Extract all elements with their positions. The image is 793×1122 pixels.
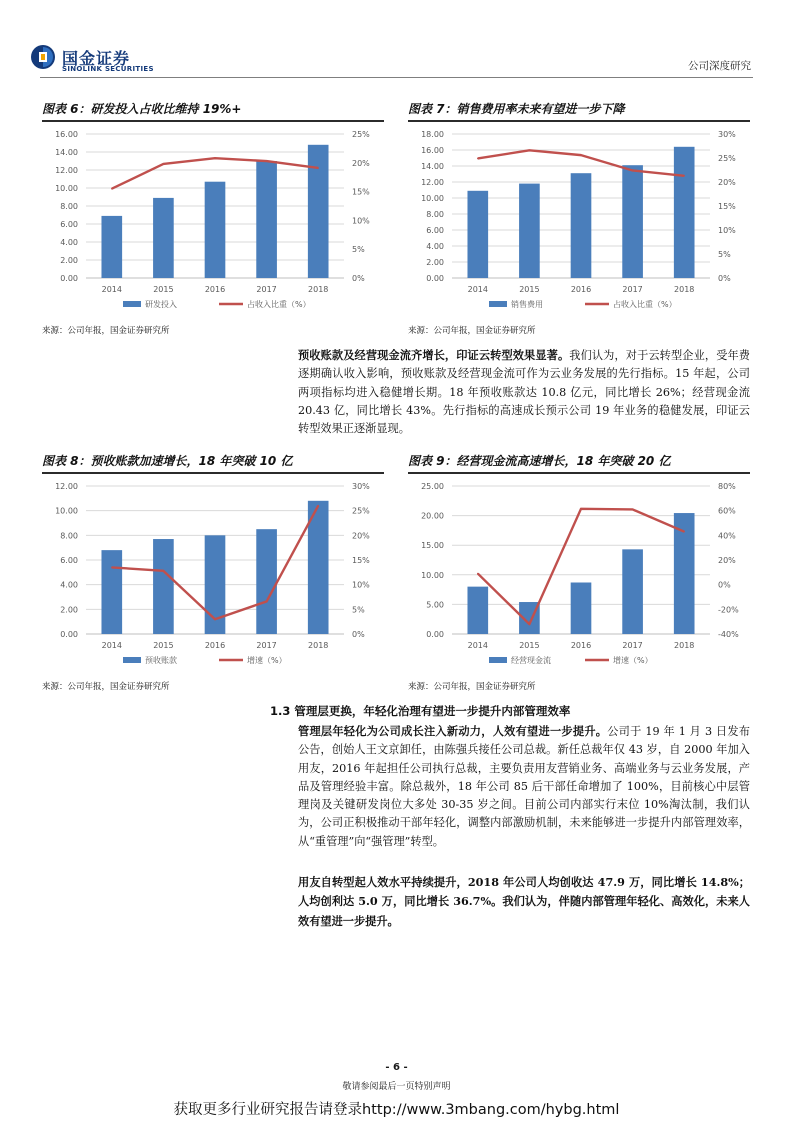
line-point-2015 xyxy=(529,623,531,625)
right-axis-tick-label: 0% xyxy=(718,274,731,283)
left-axis-tick-label: 6.00 xyxy=(60,556,78,565)
bar-2016 xyxy=(205,182,226,278)
left-axis-tick-label: 10.00 xyxy=(421,194,444,203)
legend-bar-label: 预收账款 xyxy=(145,656,177,665)
chart-title-fig8: 图表 8：预收账款加速增长，18 年突破 10 亿 xyxy=(42,454,293,468)
right-axis-tick-label: 60% xyxy=(718,506,736,516)
left-axis-tick-label: 14.00 xyxy=(55,148,78,157)
bar-2018 xyxy=(674,147,695,278)
chart-title-rule-fig9 xyxy=(408,472,750,474)
right-axis-tick-label: 10% xyxy=(718,226,736,235)
left-axis-tick-label: 0.00 xyxy=(60,630,78,639)
chart-title-fig6: 图表 6：研发投入占收比维持 19%+ xyxy=(42,102,242,116)
left-axis-tick-label: 10.00 xyxy=(55,184,78,193)
x-axis-tick-label: 2018 xyxy=(674,641,695,650)
line-point-2014 xyxy=(111,567,113,569)
bar-2017 xyxy=(256,161,277,278)
line-point-2015 xyxy=(163,570,165,572)
paragraph-management-body: 公司于 19 年 1 月 3 日发布公告，创始人王文京卸任，由陈强兵接任公司总裁。新任总裁年仅 43 岁，自 2000 年加入用友，2016 年起担任公司执行总裁，主要负责用友营销业务、高端业务与云业务发展，产品及管理经验丰富。除总裁外，18 年公司 85 后干部任命增加了 100%，目前核心中层管理岗及关键研发岗位大多处 30-35 岁之间。目前公司内部实行末位 10%淘汰制，我们认为，公司正积极推动干部年轻化，调整内部激励机制，未来能够进一步提升内部管理效率，从“重管理”向“强管理”转型。 xyxy=(298,725,750,848)
x-axis-tick-label: 2017 xyxy=(256,285,277,294)
legend-bar-swatch xyxy=(123,657,141,663)
bar-2018 xyxy=(308,145,329,278)
left-axis-tick-label: 14.00 xyxy=(421,162,444,171)
x-axis-tick-label: 2017 xyxy=(622,285,643,294)
right-axis-tick-label: 5% xyxy=(352,245,365,255)
left-axis-tick-label: 12.00 xyxy=(55,482,78,491)
bar-2017 xyxy=(256,529,277,634)
left-axis-tick-label: 10.00 xyxy=(421,570,444,580)
chart-title-fig9: 图表 9：经营现金流高速增长，18 年突破 20 亿 xyxy=(408,454,671,468)
line-point-2018 xyxy=(317,167,319,169)
line-point-2017 xyxy=(632,170,634,172)
left-axis-tick-label: 8.00 xyxy=(60,531,78,541)
left-axis-tick-label: 0.00 xyxy=(60,274,78,283)
left-axis-tick-label: 15.00 xyxy=(421,541,444,551)
chart-title-rule-fig8 xyxy=(42,472,384,474)
left-axis-tick-label: 4.00 xyxy=(60,580,78,590)
legend-line-label: 增速（%） xyxy=(613,656,653,665)
bar-2015 xyxy=(153,198,174,278)
x-axis-tick-label: 2018 xyxy=(308,641,329,650)
logo-en-name: SINOLINK SECURITIES xyxy=(62,65,154,73)
left-axis-tick-label: 6.00 xyxy=(426,226,444,235)
right-axis-tick-label: 10% xyxy=(352,580,370,590)
legend-line-label: 增速（%） xyxy=(247,656,287,665)
x-axis-tick-label: 2015 xyxy=(153,285,174,294)
line-point-2018 xyxy=(317,505,319,507)
bar-2014 xyxy=(101,216,122,278)
section-heading-1-3: 1.3 管理层更换，年轻化治理有望进一步提升内部管理效率 xyxy=(270,704,571,718)
right-axis-tick-label: 25% xyxy=(352,130,370,139)
left-axis-tick-label: 25.00 xyxy=(421,482,444,491)
left-axis-tick-label: 12.00 xyxy=(421,178,444,187)
bar-2014 xyxy=(467,587,488,634)
x-axis-tick-label: 2017 xyxy=(256,641,277,650)
paragraph-management xyxy=(298,722,750,851)
chart-fig9 xyxy=(408,476,750,672)
page-header xyxy=(0,0,793,84)
chart-title-fig7: 图表 7：销售费用率未来有望进一步下降 xyxy=(408,102,625,116)
bar-2014 xyxy=(467,191,488,278)
line-point-2017 xyxy=(632,509,634,511)
x-axis-tick-label: 2016 xyxy=(570,285,592,294)
right-axis-tick-label: 10% xyxy=(352,216,370,226)
legend-bar-label: 研发投入 xyxy=(145,300,177,309)
line-point-2014 xyxy=(111,188,113,190)
left-axis-tick-label: 16.00 xyxy=(421,146,444,155)
right-axis-tick-label: 20% xyxy=(718,178,736,187)
footer-url-text: 获取更多行业研究报告请登录http://www.3mbang.com/hybg.html xyxy=(173,1102,620,1118)
right-axis-tick-label: 0% xyxy=(352,274,365,283)
right-axis-tick-label: 20% xyxy=(718,556,736,565)
paragraph-cashflow-lead: 预收账款及经营现金流齐增长，印证云转型效果显著。 xyxy=(298,348,570,362)
left-axis-tick-label: 5.00 xyxy=(426,600,444,610)
right-axis-tick-label: 25% xyxy=(718,154,736,163)
line-point-2017 xyxy=(266,601,268,603)
line-point-2016 xyxy=(214,618,216,620)
x-axis-tick-label: 2016 xyxy=(204,641,226,650)
chart-title-rule-fig7 xyxy=(408,120,750,122)
footer-disclaimer: 敬请参阅最后一页特别声明 xyxy=(342,1082,451,1092)
x-axis-tick-label: 2018 xyxy=(308,285,329,294)
left-axis-tick-label: 2.00 xyxy=(426,258,444,267)
right-axis-tick-label: 15% xyxy=(718,202,736,211)
header-divider xyxy=(40,77,753,78)
legend-line-label: 占收入比重（%） xyxy=(247,300,311,309)
x-axis-tick-label: 2017 xyxy=(622,641,643,650)
source-note-fig7: 来源：公司年报，国金证券研究所 xyxy=(408,326,536,336)
legend-bar-label: 销售费用 xyxy=(511,300,543,309)
x-axis-tick-label: 2015 xyxy=(519,641,540,650)
line-point-2015 xyxy=(529,150,531,152)
legend-bar-swatch xyxy=(123,301,141,307)
right-axis-tick-label: 80% xyxy=(718,482,736,491)
sinolink-logo-icon xyxy=(30,44,56,70)
source-note-fig9: 来源：公司年报，国金证券研究所 xyxy=(408,682,536,692)
paragraph-management-lead: 管理层年轻化为公司成长注入新动力，人效有望进一步提升。 xyxy=(298,724,608,738)
x-axis-tick-label: 2015 xyxy=(519,285,540,294)
logo-cn-name: 国金证券 xyxy=(62,49,131,68)
right-axis-tick-label: -40% xyxy=(718,630,739,639)
left-axis-tick-label: 8.00 xyxy=(60,202,78,211)
left-axis-tick-label: 2.00 xyxy=(60,256,78,265)
paragraph-efficiency-body: 用友自转型起人效水平持续提升，2018 年公司人均创收达 47.9 万，同比增长 14.8%；人均创利达 5.0 万，同比增长 36.7%。我们认为，伴随内部管理年轻化、高效化，未来人效有望进一步提升。 xyxy=(298,875,750,928)
right-axis-tick-label: 0% xyxy=(352,630,365,639)
left-axis-tick-label: 4.00 xyxy=(60,238,78,247)
left-axis-tick-label: 20.00 xyxy=(421,511,444,521)
left-axis-tick-label: 10.00 xyxy=(55,506,78,516)
bar-2016 xyxy=(571,582,592,634)
bar-2017 xyxy=(622,549,643,634)
x-axis-tick-label: 2018 xyxy=(674,285,695,294)
chart-fig7 xyxy=(408,124,750,316)
bar-2015 xyxy=(519,184,540,278)
chart-title-rule-fig6 xyxy=(42,120,384,122)
legend-bar-label: 经营现金流 xyxy=(511,656,551,665)
line-point-2016 xyxy=(580,154,582,156)
left-axis-tick-label: 16.00 xyxy=(55,130,78,139)
chart-fig8 xyxy=(42,476,384,672)
x-axis-tick-label: 2014 xyxy=(101,641,122,650)
right-axis-tick-label: 40% xyxy=(718,531,736,541)
report-type-label: 公司深度研究 xyxy=(688,60,751,72)
right-axis-tick-label: -20% xyxy=(718,605,739,615)
line-point-2014 xyxy=(477,158,479,160)
page-number: - 6 - xyxy=(385,1062,408,1073)
x-axis-tick-label: 2014 xyxy=(467,641,488,650)
line-point-2016 xyxy=(214,157,216,159)
paragraph-efficiency xyxy=(298,873,750,931)
paragraph-cashflow xyxy=(298,346,750,438)
right-axis-tick-label: 30% xyxy=(352,482,370,491)
legend-bar-swatch xyxy=(489,657,507,663)
line-point-2017 xyxy=(266,160,268,162)
x-axis-tick-label: 2014 xyxy=(467,285,488,294)
bar-2014 xyxy=(101,550,122,634)
left-axis-tick-label: 18.00 xyxy=(421,130,444,139)
legend-bar-swatch xyxy=(489,301,507,307)
right-axis-tick-label: 30% xyxy=(718,130,736,139)
legend-line-label: 占收入比重（%） xyxy=(613,300,677,309)
left-axis-tick-label: 12.00 xyxy=(55,166,78,175)
x-axis-tick-label: 2016 xyxy=(204,285,226,294)
right-axis-tick-label: 0% xyxy=(718,580,731,590)
x-axis-tick-label: 2014 xyxy=(101,285,122,294)
x-axis-tick-label: 2016 xyxy=(570,641,592,650)
left-axis-tick-label: 2.00 xyxy=(60,605,78,615)
right-axis-tick-label: 15% xyxy=(352,556,370,565)
left-axis-tick-label: 6.00 xyxy=(60,220,78,229)
right-axis-tick-label: 15% xyxy=(352,187,370,197)
line-point-2018 xyxy=(683,175,685,177)
x-axis-tick-label: 2015 xyxy=(153,641,174,650)
right-axis-tick-label: 5% xyxy=(718,250,731,259)
line-point-2014 xyxy=(477,573,479,575)
right-axis-tick-label: 20% xyxy=(352,531,370,541)
bar-2015 xyxy=(153,539,174,634)
line-point-2015 xyxy=(163,163,165,165)
ratio-line xyxy=(478,150,684,175)
line-point-2018 xyxy=(683,531,685,533)
source-note-fig6: 来源：公司年报，国金证券研究所 xyxy=(42,326,170,336)
bar-2016 xyxy=(571,173,592,278)
source-note-fig8: 来源：公司年报，国金证券研究所 xyxy=(42,682,170,692)
right-axis-tick-label: 25% xyxy=(352,506,370,516)
paragraph-cashflow-body: 我们认为，对于云转型企业，受年费逐期确认收入影响，预收账款及经营现金流可作为云业务发展的先行指标。15 年起，公司两项指标均进入稳健增长期。18 年预收账款达 10.8 亿元，同比增长 26%；经营现金流 20.43 亿，同比增长 43%。先行指标的高速成长预示公司 19 年业务的稳健发展，印证云转型效果正逐渐显现。 xyxy=(298,349,750,436)
right-axis-tick-label: 20% xyxy=(352,158,370,168)
bar-2017 xyxy=(622,165,643,278)
line-point-2016 xyxy=(580,508,582,510)
left-axis-tick-label: 0.00 xyxy=(426,274,444,283)
left-axis-tick-label: 4.00 xyxy=(426,242,444,251)
left-axis-tick-label: 8.00 xyxy=(426,210,444,219)
left-axis-tick-label: 0.00 xyxy=(426,630,444,639)
chart-fig6 xyxy=(42,124,384,316)
right-axis-tick-label: 5% xyxy=(352,605,365,615)
